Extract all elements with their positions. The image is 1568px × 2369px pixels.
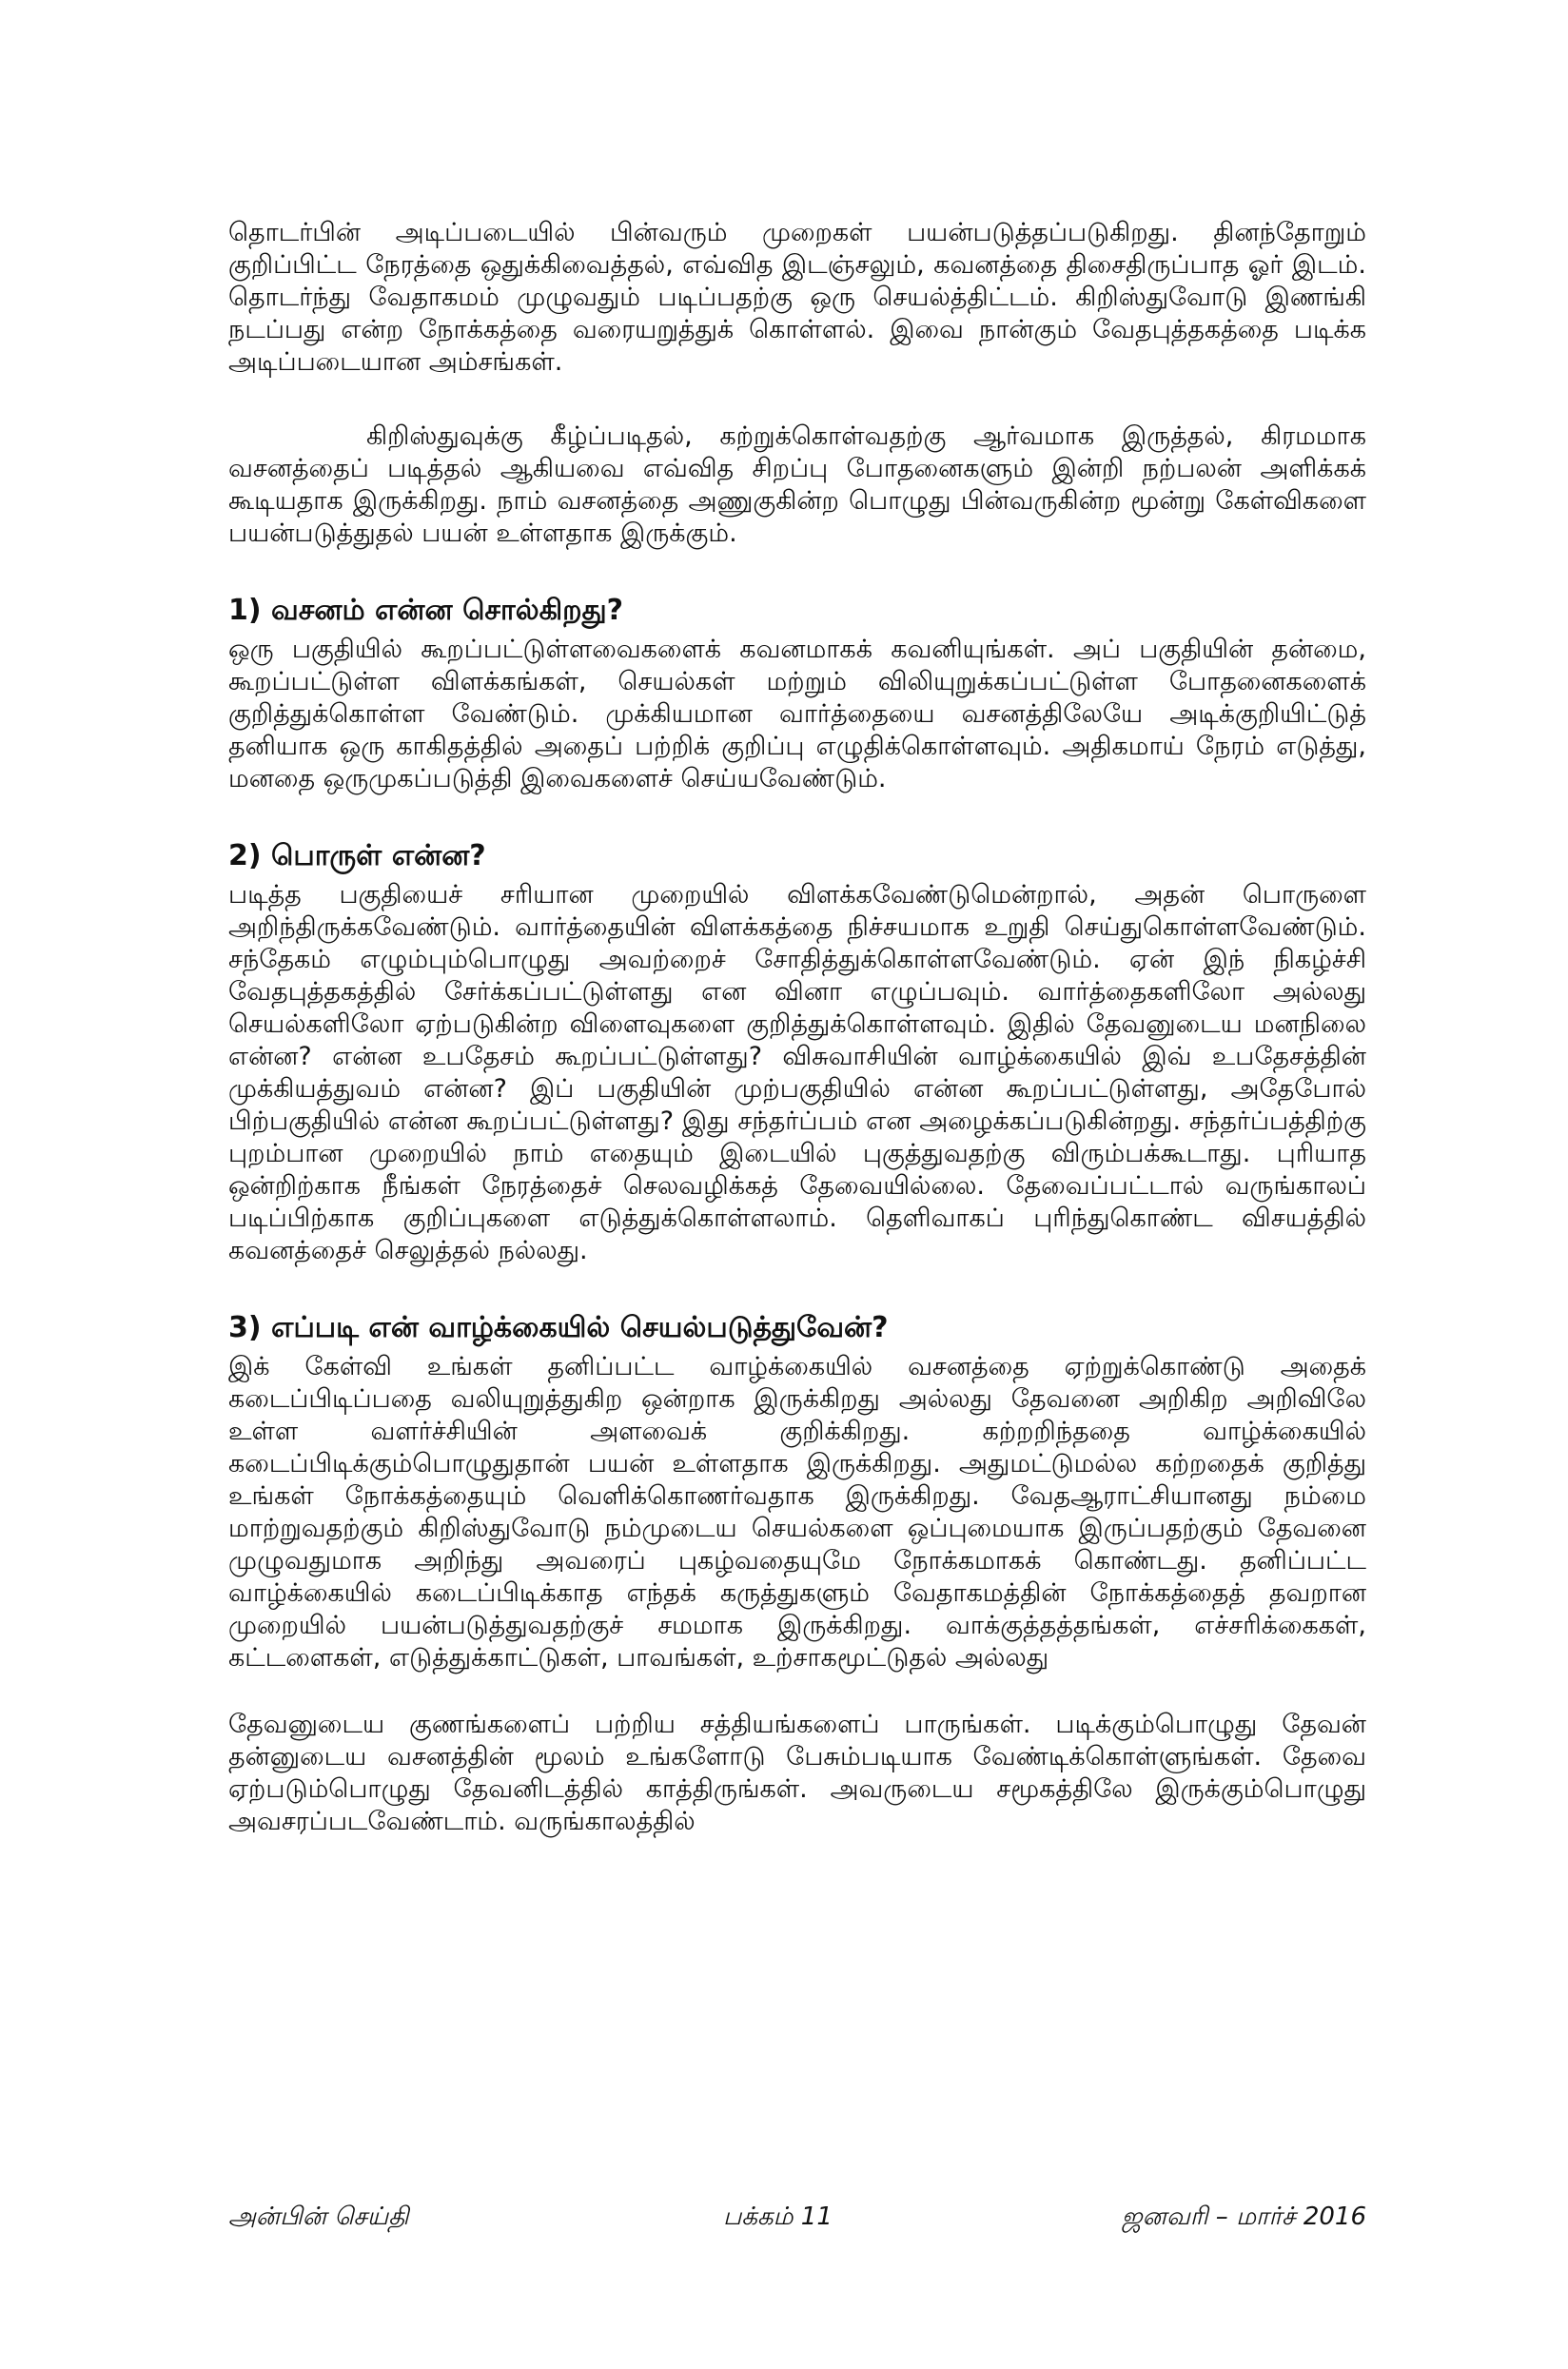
footer-publication-name: அன்பின் செய்தி [228,2203,409,2231]
intro-paragraph: தொடர்பின் அடிப்படையில் பின்வரும் முறைகள் பயன்படுத்தப்படுகிறது. தினந்தோறும் குறிப்பிட்ட நேரத்தை ஒதுக்கிவைத்தல், எவ்வித இடஞ்சலும், கவனத்தை திசைதிருப்பாத ஓர் இடம். தொடர்ந்து வேதாகமம் முழுவதும் படிப்பதற்கு ஒரு செயல்த்திட்டம். கிறிஸ்துவோடு இணங்கி நடப்பது என்ற நோக்கத்தை வரையறுத்துக் கொள்ளல். இவை நான்கும் வேதபுத்தகத்தை படிக்க அடிப்படையான அம்சங்கள். [228,218,1366,377]
footer-page-number: பக்கம் 11 [723,2203,833,2231]
section-heading-3: 3) எப்படி என் வாழ்க்கையில் செயல்படுத்துவேன்? [228,1311,889,1344]
spacer [228,795,1366,837]
section-heading-1: 1) வசனம் என்ன சொல்கிறது? [228,594,624,627]
spacer [228,1267,1366,1309]
second-paragraph: கிறிஸ்துவுக்கு கீழ்ப்படிதல், கற்றுக்கொள்வதற்கு ஆர்வமாக இருத்தல், கிரமமாக வசனத்தைப் படித்தல் ஆகியவை எவ்வித சிறப்பு போதனைகளும் இன்றி நற்பலன் அளிக்கக் கூடியதாக இருக்கிறது. நாம் வசனத்தை அணுகுகின்ற பொழுது பின்வருகின்ற மூன்று கேள்விகளை பயன்படுத்துதல் பயன் உள்ளதாக இருக்கும். [228,421,1366,548]
spacer [228,550,1366,592]
page-content [228,217,1366,1838]
section-text-3-continued: தேவனுடைய குணங்களைப் பற்றிய சத்தியங்களைப் பாருங்கள். படிக்கும்பொழுது தேவன் தன்னுடைய வசனத்தின் மூலம் உங்களோடு பேசும்படியாக வேண்டிக்கொள்ளுங்கள். தேவை ஏற்படும்பொழுது தேவனிடத்தில் காத்திருங்கள். அவருடைய சமூகத்திலே இருக்கும்பொழுது அவசரப்படவேண்டாம். வருங்காலத்தில் [228,1710,1366,1836]
section-text-2: படித்த பகுதியைச் சரியான முறையில் விளக்கவேண்டுமென்றால், அதன் பொருளை அறிந்திருக்கவேண்டும். வார்த்தையின் விளக்கத்தை நிச்சயமாக உறுதி செய்துகொள்ளவேண்டும். சந்தேகம் எழும்பும்பொழுது அவற்றைச் சோதித்துக்கொள்ளவேண்டும். ஏன் இந் நிகழ்ச்சி வேதபுத்தகத்தில் சேர்க்கப்பட்டுள்ளது என வினா எழுப்பவும். வார்த்தைகளிலோ அல்லது செயல்களிலோ ஏற்படுகின்ற விளைவுகளை குறித்துக்கொள்ளவும். இதில் தேவனுடைய மனநிலை என்ன? என்ன உபதேசம் கூறப்பட்டுள்ளது? விசுவாசியின் வாழ்க்கையில் இவ் உபதேசத்தின் முக்கியத்துவம் என்ன? இப் பகுதியின் முற்பகுதியில் என்ன கூறப்பட்டுள்ளது, அதேபோல் பிற்பகுதியில் என்ன கூறப்பட்டுள்ளது? இது சந்தர்ப்பம் என அழைக்கப்படுகின்றது. சந்தர்ப்பத்திற்கு புறம்பான முறையில் நாம் எதையும் இடையில் புகுத்துவதற்கு விரும்பக்கூடாது. புரியாத ஒன்றிற்காக நீங்கள் நேரத்தைச் செலவழிக்கத் தேவையில்லை. தேவைப்பட்டால் வருங்காலப் படிப்பிற்காக குறிப்புகளை எடுத்துக்கொள்ளலாம். தெளிவாகப் புரிந்துகொண்ட விசயத்தில் கவனத்தைச் செலுத்தல் நல்லது. [228,880,1366,1265]
section-text-3: இக் கேள்வி உங்கள் தனிப்பட்ட வாழ்க்கையில் வசனத்தை ஏற்றுக்கொண்டு அதைக் கடைப்பிடிப்பதை வலியுறுத்துகிற ஒன்றாக இருக்கிறது அல்லது தேவனை அறிகிற அறிவிலே உள்ள வளர்ச்சியின் அளவைக் குறிக்கிறது. கற்றறிந்ததை வாழ்க்கையில் கடைப்பிடிக்கும்பொழுதுதான் பயன் உள்ளதாக இருக்கிறது. அதுமட்டுமல்ல கற்றதைக் குறித்து உங்கள் நோக்கத்தையும் வெளிக்கொணர்வதாக இருக்கிறது. வேதஆராட்சியானது நம்மை மாற்றுவதற்கும் கிறிஸ்துவோடு நம்முடைய செயல்களை ஒப்புமையாக இருப்பதற்கும் தேவனை முழுவதுமாக அறிந்து அவரைப் புகழ்வதையுமே நோக்கமாகக் கொண்டது. தனிப்பட்ட வாழ்க்கையில் கடைப்பிடிக்காத எந்தக் கருத்துகளும் வேதாகமத்தின் நோக்கத்தைத் தவறான முறையில் பயன்படுத்துவதற்குச் சமமாக இருக்கிறது. வாக்குத்தத்தங்கள், எச்சரிக்கைகள், கட்டளைகள், எடுத்துக்காட்டுகள், பாவங்கள், உற்சாகமூட்டுதல் அல்லது [228,1352,1366,1673]
section-heading-2: 2) பொருள் என்ன? [228,839,486,872]
spacer [228,379,1366,421]
section-text-1: ஒரு பகுதியில் கூறப்பட்டுள்ளவைகளைக் கவனமாகக் கவனியுங்கள். அப் பகுதியின் தன்மை, கூறப்பட்டுள்ள விளக்கங்கள், செயல்கள் மற்றும் விலியுறுக்கப்பட்டுள்ள போதனைகளைக் குறித்துக்கொள்ள வேண்டும். முக்கியமான வார்த்தையை வசனத்திலேயே அடிக்குறியிட்டுத் தனியாக ஒரு காகிதத்தில் அதைப் பற்றிக் குறிப்பு எழுதிக்கொள்ளவும். அதிகமாய் நேரம் எடுத்து, மனதை ஒருமுகப்படுத்தி இவைகளைச் செய்யவேண்டும். [228,635,1366,793]
page-footer [228,2203,1366,2241]
footer-issue-date: ஜனவரி – மார்ச் 2016 [1122,2203,1366,2231]
spacer [228,1674,1366,1709]
